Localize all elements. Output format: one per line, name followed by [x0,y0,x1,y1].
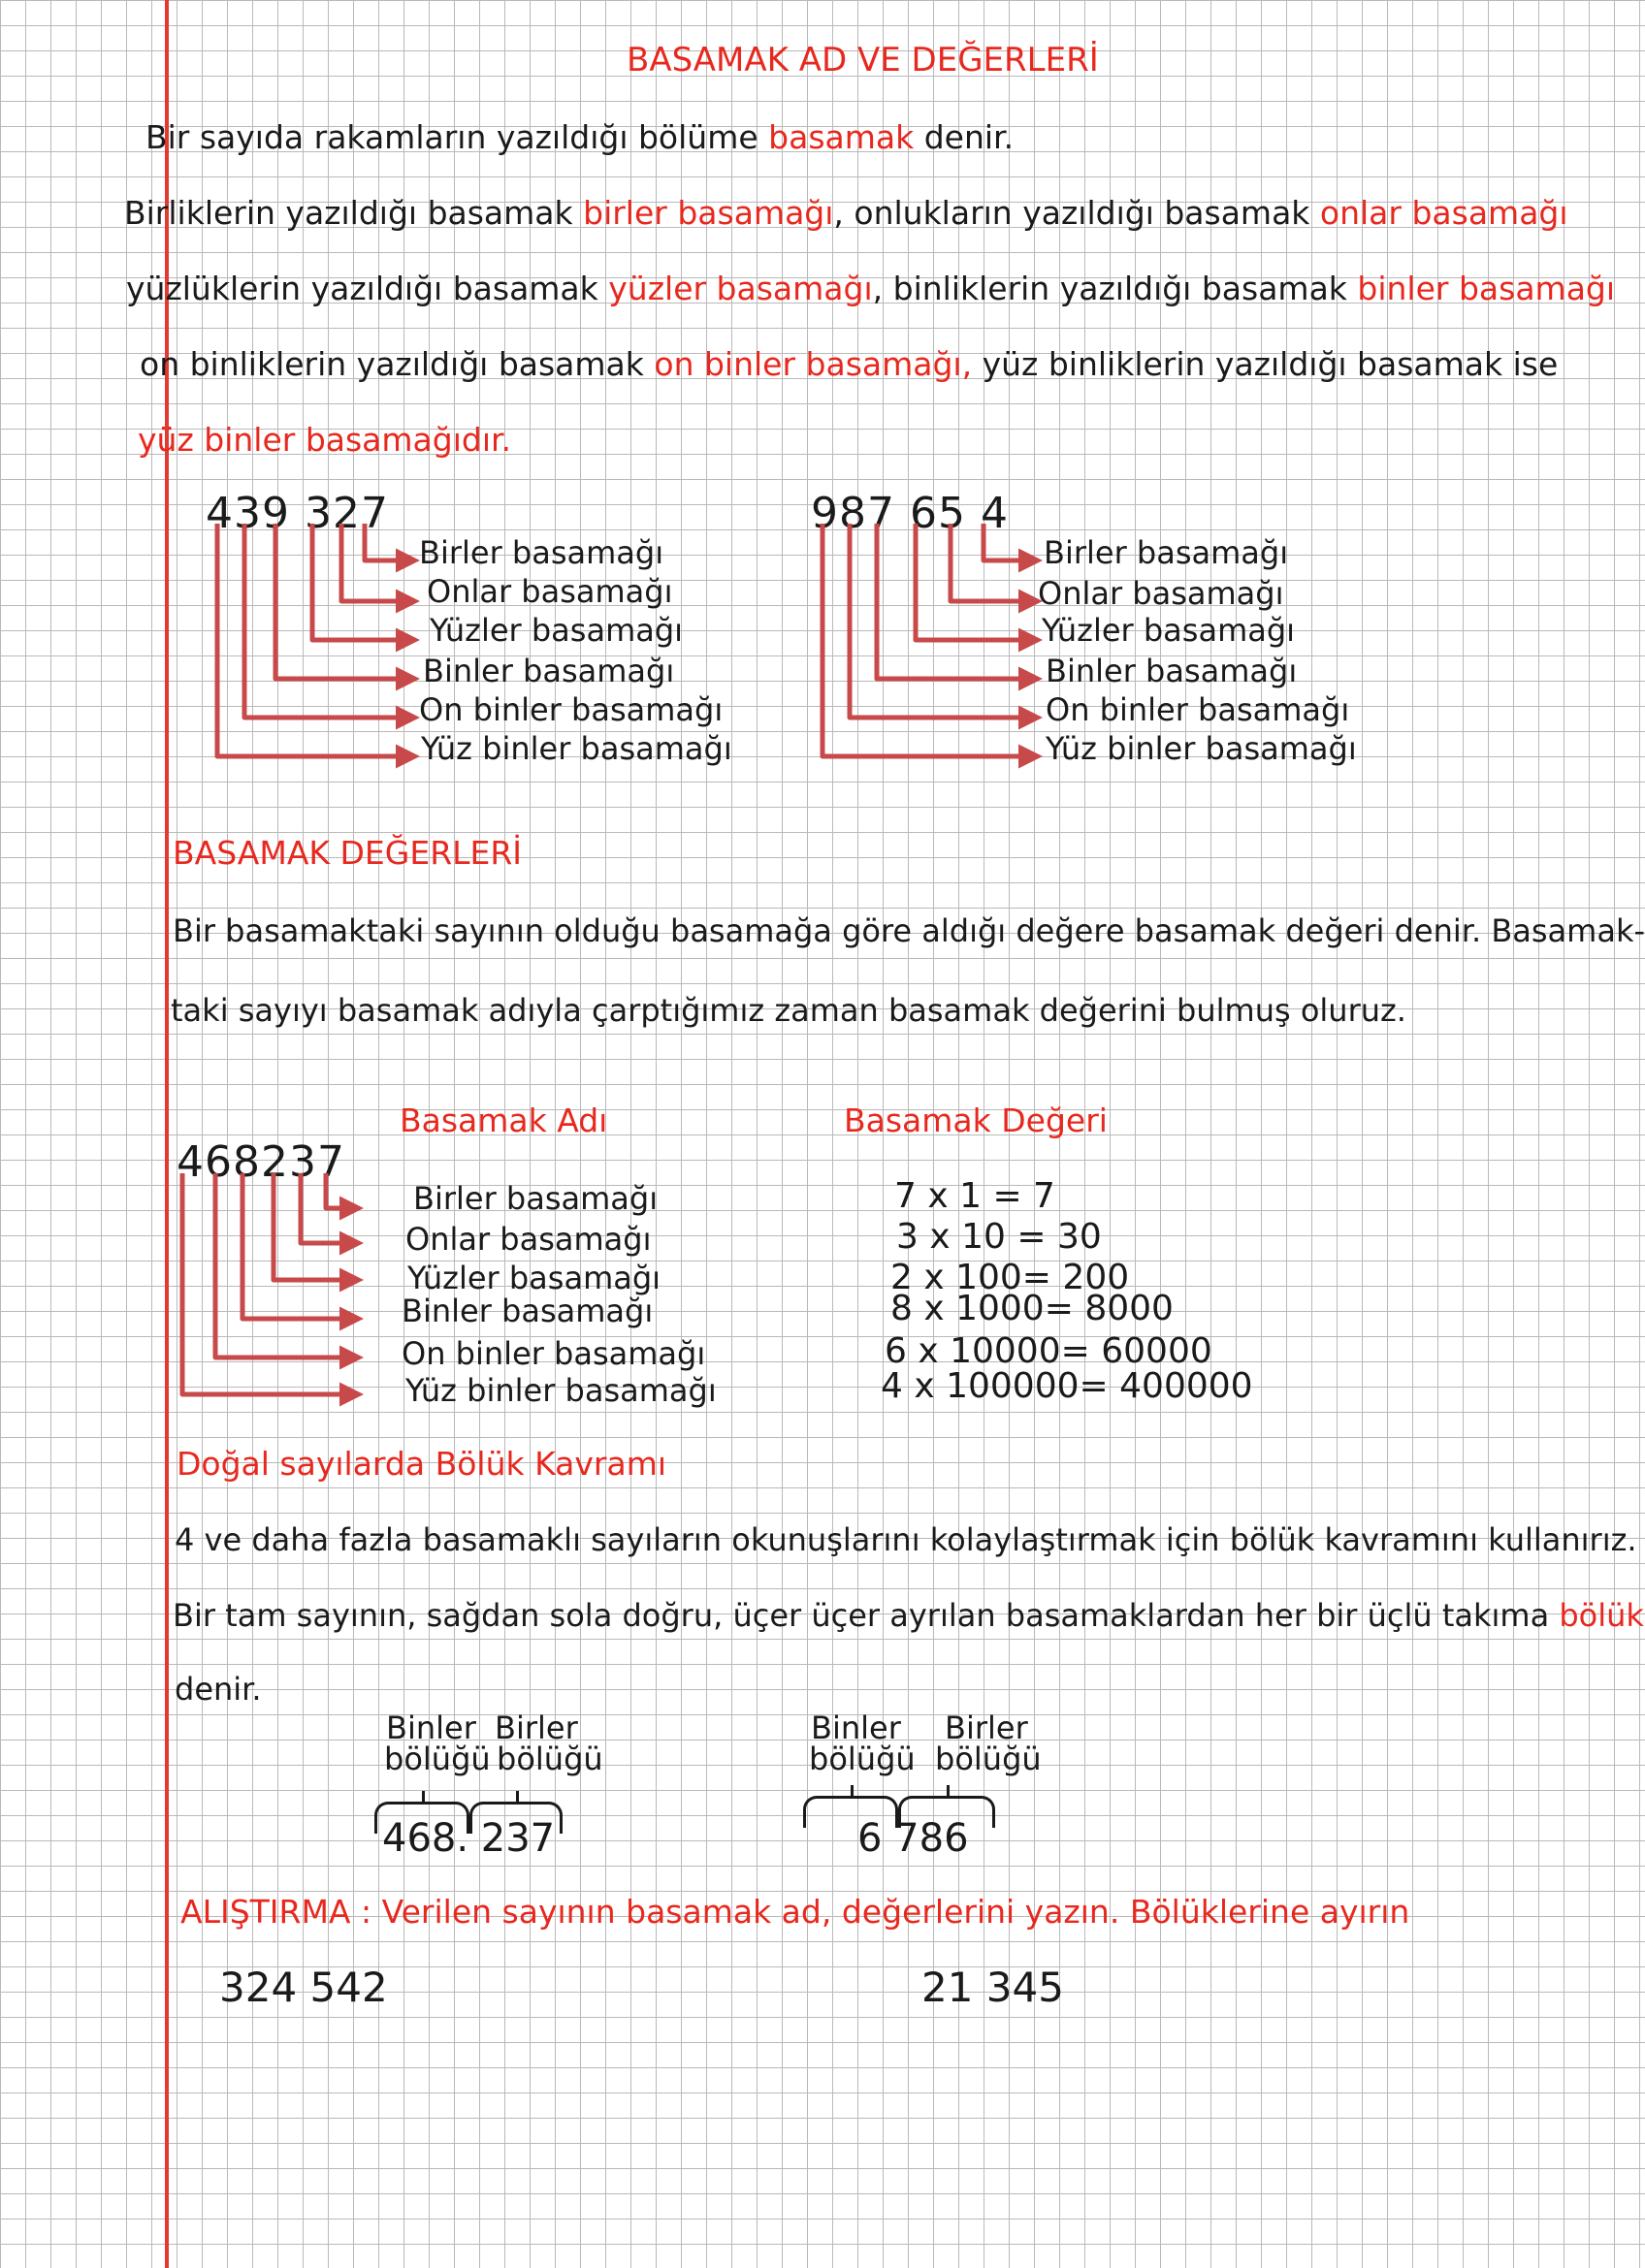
exercise-heading: ALIŞTIRMA : Verilen sayının basamak ad, değerlerini yazın. Bölüklerine ayırın [180,1893,1410,1931]
place-value: 3 x 10 = 30 [896,1217,1102,1257]
place-value: 4 x 100000= 400000 [881,1366,1253,1406]
exercise-number: 324 542 [219,1964,388,2011]
values-paragraph-1: Bir basamaktaki sayının olduğu basamağa göre aldığı değere basamak değeri denir. Basamak- [173,912,1645,949]
intro-text: , binliklerin yazıldığı basamak [872,270,1358,307]
place-value: 7 x 1 = 7 [894,1176,1055,1216]
values-paragraph-2: taki sayıyı basamak adıyla çarptığımız zaman basamak değerini bulmuş oluruz. [171,992,1406,1029]
intro-line-5: yüz binler basamağıdır. [138,421,512,459]
place-name: Yüz binler basamağı [405,1372,717,1409]
term-birler: birler basamağı [583,194,834,232]
place-arrow [365,524,415,560]
example2-label: Birler basamağı [1044,534,1289,571]
group-label: Birler [945,1709,1028,1746]
group-label: Binler [811,1709,901,1746]
place-arrow [215,1173,359,1358]
group-label: bölüğü [935,1741,1042,1777]
example1-label: Yüz binler basamağı [421,730,732,767]
column-header-name: Basamak Adı [400,1102,608,1139]
term-basamak: basamak [768,118,915,156]
place-arrow [916,524,1038,640]
term-boluk: bölük [1559,1597,1644,1634]
example2-label: On binler basamağı [1046,691,1350,728]
intro-text: Bir sayıda rakamların yazıldığı bölüme [145,118,769,156]
values-heading: BASAMAK DEĞERLERİ [173,834,523,872]
example2-label: Onlar basamağı [1038,575,1284,612]
intro-text: on binliklerin yazıldığı basamak [140,345,655,383]
place-name: Birler basamağı [413,1180,659,1217]
groups-text: Bir tam sayının, sağdan sola doğru, üçer üçer ayrılan basamaklardan her bir üçlü takıma [173,1597,1560,1634]
term-binler: binler basamağı [1357,270,1616,307]
example2-label: Yüzler basamağı [1042,612,1296,649]
term-yuzler: yüzler basamağı [608,270,873,307]
group-label: bölüğü [809,1741,916,1777]
example1-label: Binler basamağı [423,653,675,689]
place-arrow [274,1173,359,1280]
example2-number: 987 65 4 [811,489,1009,538]
place-name: On binler basamağı [402,1335,706,1372]
example1-label: Birler basamağı [419,534,664,571]
example1-label: On binler basamağı [419,691,724,728]
values-number: 468237 [177,1137,345,1187]
exercise-number: 21 345 [921,1964,1064,2011]
place-arrow [244,524,415,718]
place-value: 8 x 1000= 8000 [890,1289,1174,1328]
column-header-value: Basamak Değeri [844,1102,1108,1139]
example1-label: Yüzler basamağı [430,612,684,649]
intro-text: yüzlüklerin yazıldığı basamak [126,270,609,307]
place-arrow [984,524,1038,560]
term-onlar: onlar basamağı [1319,194,1568,232]
example2-label: Yüz binler basamağı [1046,730,1357,767]
term-on-binler: on binler basamağı, [654,345,973,383]
intro-text: yüz binliklerin yazıldığı basamak ise [972,345,1559,383]
page-title: BASAMAK AD VE DEĞERLERİ [627,41,1099,80]
group-label: Birler [495,1709,578,1746]
groups-paragraph-3: denir. [175,1671,262,1708]
groups-heading: Doğal sayılarda Bölük Kavramı [177,1445,667,1483]
example1-label: Onlar basamağı [427,573,673,610]
groups-paragraph-1: 4 ve daha fazla basamaklı sayıların okunuşlarını kolaylaştırmak için bölük kavramını kullanırız. [175,1521,1637,1558]
place-arrow [326,1173,359,1208]
place-name: Binler basamağı [402,1293,654,1329]
group-label: Binler [386,1709,476,1746]
group-number: 6 786 [857,1816,969,1861]
group-label: bölüğü [497,1741,603,1777]
place-value: 6 x 10000= 60000 [885,1331,1212,1371]
place-name: Onlar basamağı [405,1221,652,1258]
place-value: 2 x 100= 200 [890,1258,1130,1297]
intro-text: Birliklerin yazıldığı basamak [124,194,584,232]
intro-text: , onlukların yazıldığı basamak [833,194,1320,232]
example1-number: 439 327 [206,489,389,538]
group-number: 468. 237 [382,1816,556,1861]
intro-text: denir. [914,118,1015,156]
place-name: Yüzler basamağı [407,1260,661,1296]
group-label: bölüğü [384,1741,491,1777]
example2-label: Binler basamağı [1046,653,1298,689]
